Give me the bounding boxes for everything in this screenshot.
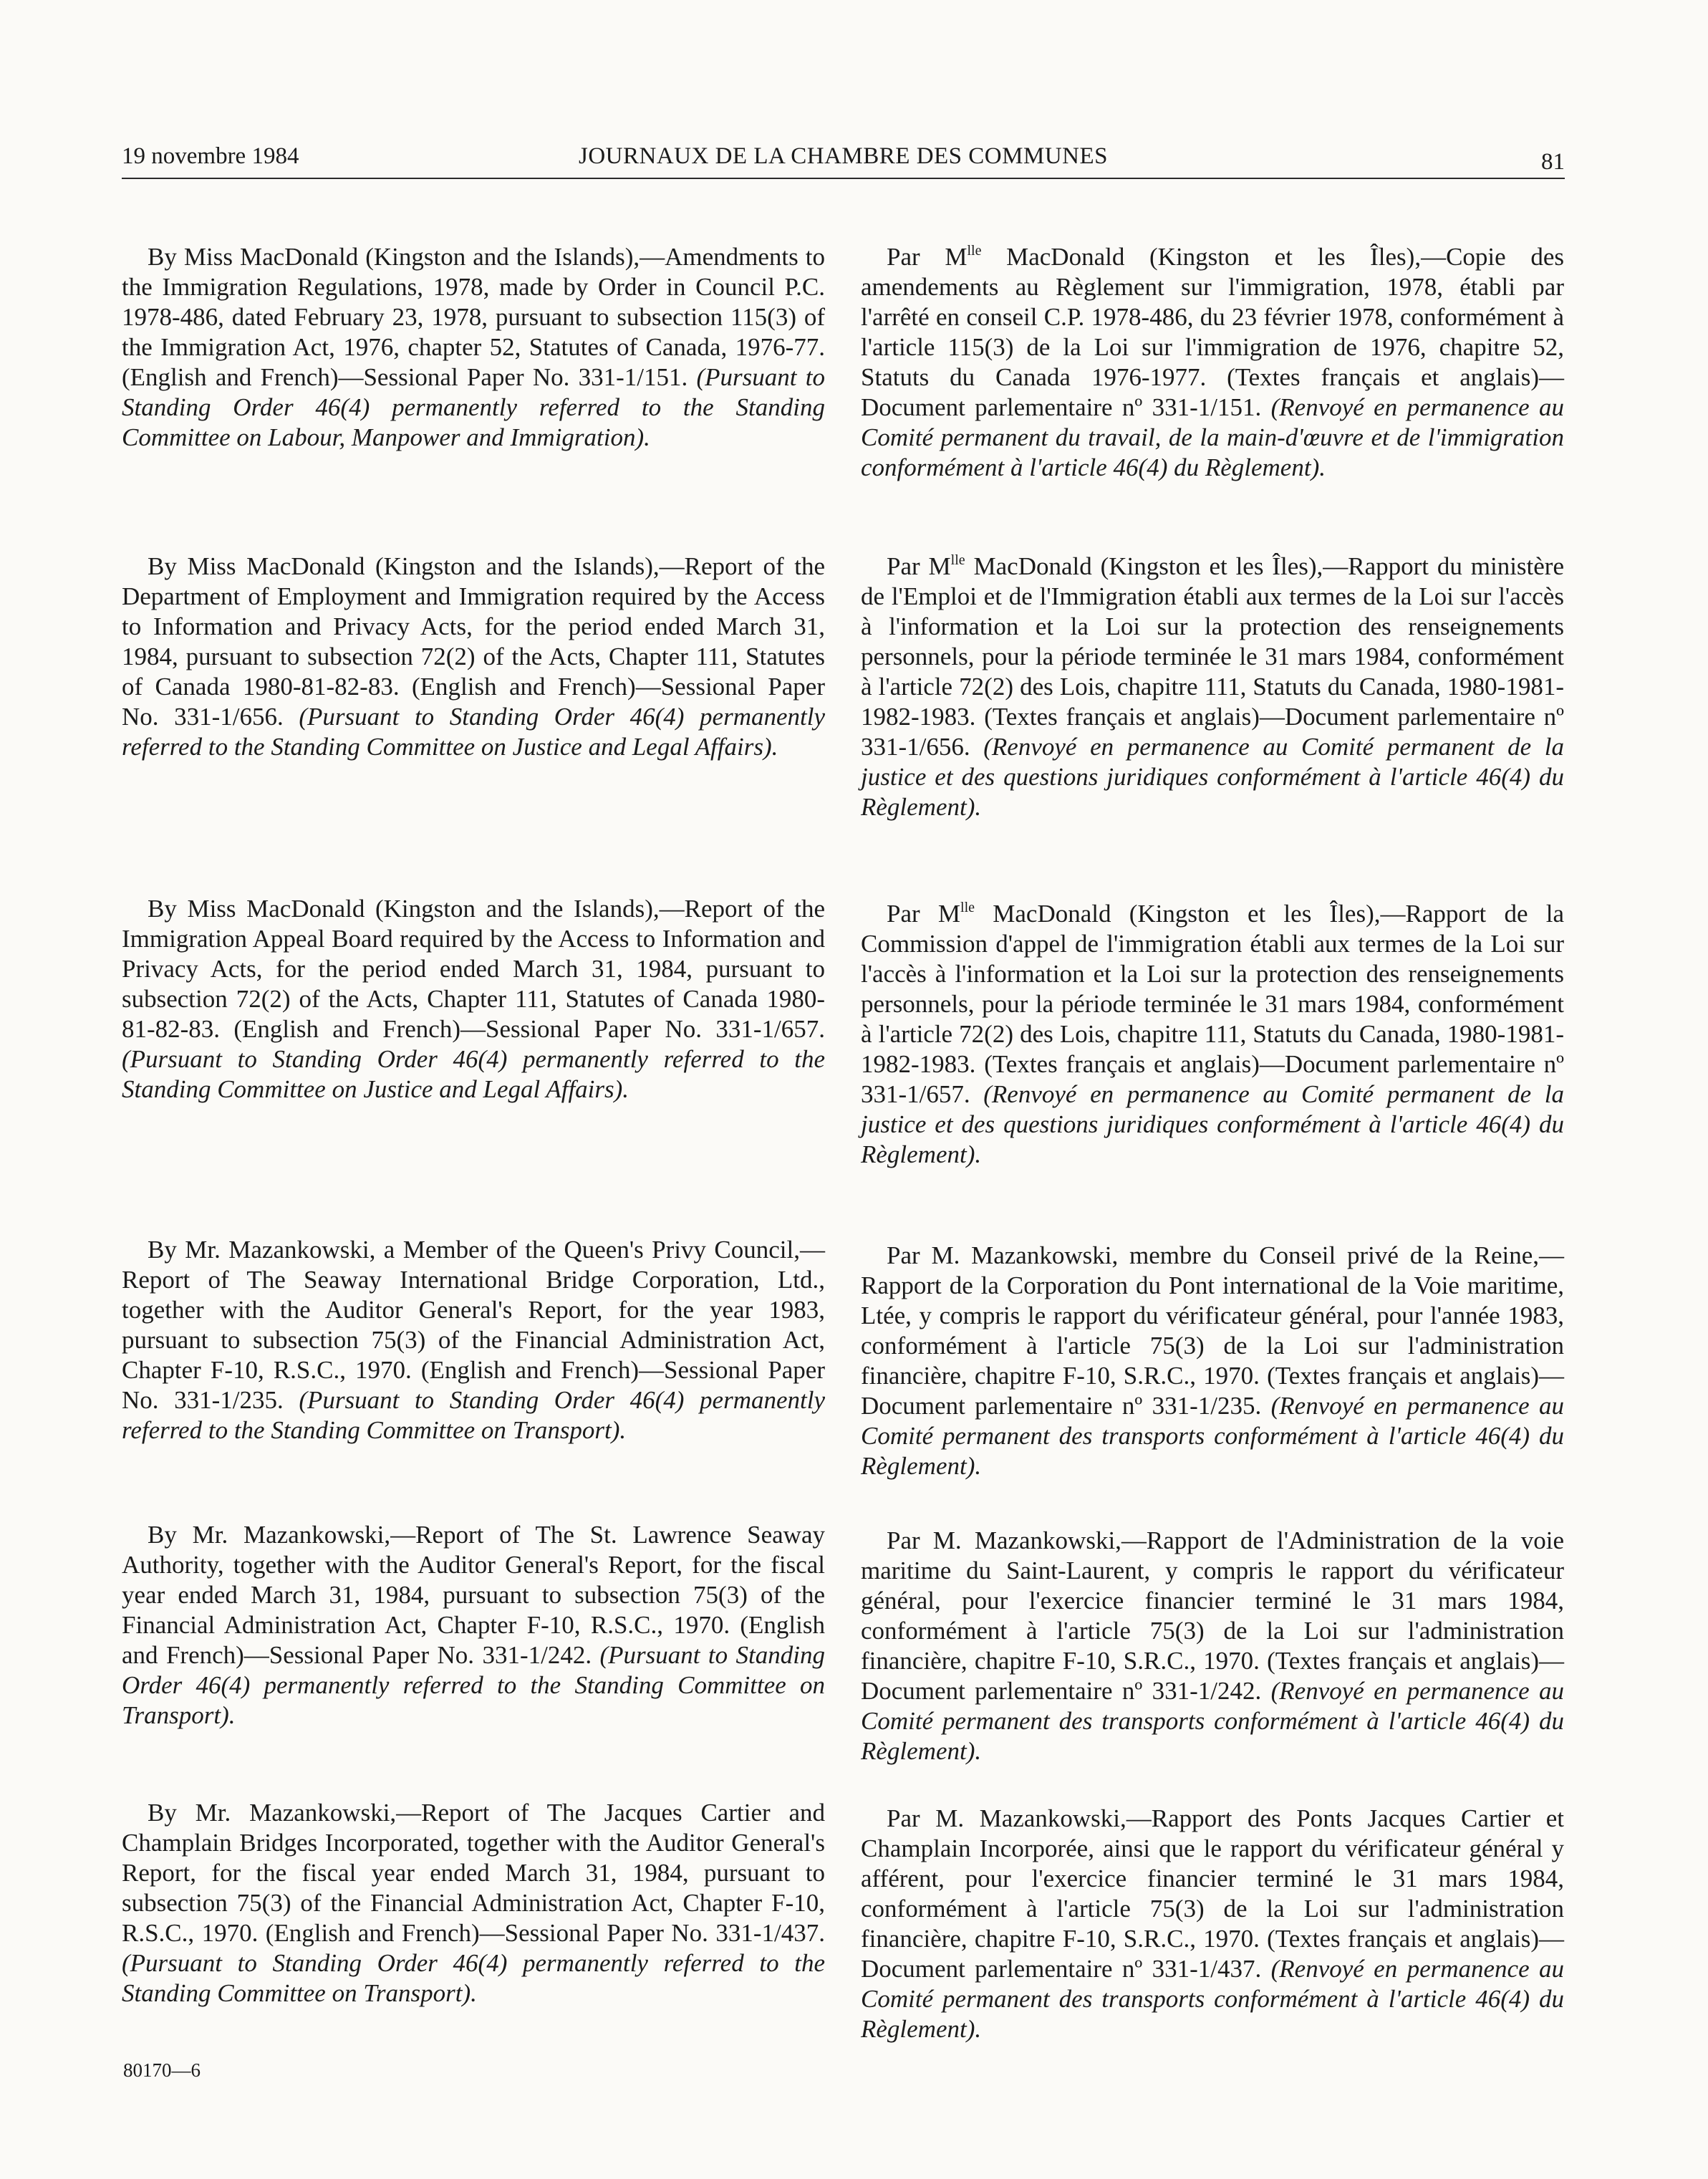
entry-en-3: [122, 894, 825, 1105]
entry-text: MacDonald (Kingston et les Îles),—Rapport de la Commission d'appel de l'immigration établi aux termes de la Loi sur l'accès à l'information et la Loi sur la protection des renseignements personnels, pour la période terminée le 31 mars 1984, conformément à l'article 72(2) des Lois, chapitre 111, Statuts du Canada, 1980-1981-1982-1983. (Textes français et anglais)—Document parlementaire nº 331-1/657.: [861, 900, 1564, 1108]
entry-fr-5: [861, 1526, 1564, 1766]
entry-text: By Miss MacDonald (Kingston and the Islands),—Amendments to the Immigration Regulations, 1978, made by Order in Council P.C. 1978-486, dated February 23, 1978, pursuant to subsection 115(3) of the Immigration Act, 1976, chapter 52, Statutes of Canada, 1976-77. (English and French)—Sessional Paper No. 331-1/151.: [122, 243, 825, 391]
entry-referral: (Renvoyé en permanence au Comité permanent des transports conformément à l'article 46(4) du Règlement).: [861, 1955, 1564, 2043]
entry-text: MacDonald (Kingston et les Îles),—Rapport du ministère de l'Emploi et de l'Immigration établi aux termes de la Loi sur l'accès à l'information et la Loi sur la protection des renseignements personnels, pour la période terminée le 31 mars 1984, conformément à l'article 72(2) des Lois, chapitre 111, Statuts du Canada, 1980-1981-1982-1983. (Textes français et anglais)—Document parlementaire nº 331-1/656.: [861, 552, 1564, 761]
entry-superscript: lle: [950, 552, 965, 568]
header-rule: [122, 178, 1565, 179]
entry-fr-1: [861, 242, 1564, 483]
entry-referral: (Pursuant to Standing Order 46(4) permanently referred to the Standing Committee on Labour, Manpower and Immigration).: [122, 363, 825, 451]
entry-referral: (Renvoyé en permanence au Comité permanent des transports conformément à l'article 46(4) du Règlement).: [861, 1392, 1564, 1480]
entry-text: Par M. Mazankowski,—Rapport de l'Administration de la voie maritime du Saint-Laurent, y compris le rapport du vérificateur général, pour l'exercice financier terminé le 31 mars 1984, conformément à l'article 75(3) de la Loi sur l'administration financière, chapitre F-10, S.R.C., 1970. (Textes français et anglais)—Document parlementaire nº 331-1/242.: [861, 1526, 1564, 1705]
entry-referral: (Renvoyé en permanence au Comité permanent de la justice et des questions juridiques conformément à l'article 46(4) du Règlement).: [861, 1080, 1564, 1168]
entry-en-4: [122, 1235, 825, 1446]
entry-text: By Mr. Mazankowski, a Member of the Queen's Privy Council,—Report of The Seaway International Bridge Corporation, Ltd., together with the Auditor General's Report, for the year 1983, pursuant to subsection 75(3) of the Financial Administration Act, Chapter F-10, R.S.C., 1970. (English and French)—Sessional Paper No. 331-1/235.: [122, 1236, 825, 1414]
entry-fr-3: [861, 899, 1564, 1170]
entry-referral: (Renvoyé en permanence au Comité permanent des transports conformément à l'article 46(4) du Règlement).: [861, 1677, 1564, 1765]
header-date: 19 novembre 1984: [122, 143, 299, 169]
entry-text: MacDonald (Kingston et les Îles),—Copie des amendements au Règlement sur l'immigration, 1978, établi par l'arrêté en conseil C.P. 1978-486, du 23 février 1978, conformément à l'article 115(3) de la Loi sur l'immigration de 1976, chapitre 52, Statuts du Canada 1976-1977. (Textes français et anglais)—Document parlementaire nº 331-1/151.: [861, 243, 1565, 421]
entry-fr-6: [861, 1804, 1564, 2044]
entry-text: By Miss MacDonald (Kingston and the Islands),—Report of the Department of Employment and Immigration required by the Access to Information and Privacy Acts, for the period ended March 31, 1984, pursuant to subsection 72(2) of the Acts, Chapter 111, Statutes of Canada 1980-81-82-83. (English and French)—Sessional Paper No. 331-1/656.: [122, 552, 825, 731]
entry-fr-4: [861, 1241, 1564, 1481]
entry-referral: (Pursuant to Standing Order 46(4) permanently referred to the Standing Committee on Transport).: [122, 1641, 825, 1729]
entry-superscript: lle: [960, 900, 975, 915]
entry-superscript: lle: [967, 243, 982, 259]
entry-text: Par M. Mazankowski, membre du Conseil privé de la Reine,—Rapport de la Corporation du Pont international de la Voie maritime, Ltée, y compris le rapport du vérificateur général, pour l'année 1983, conformément à l'article 75(3) de la Loi sur l'administration financière, chapitre F-10, S.R.C., 1970. (Textes français et anglais)—Document parlementaire nº 331-1/235.: [861, 1241, 1564, 1420]
entry-text: By Miss MacDonald (Kingston and the Islands),—Report of the Immigration Appeal Board required by the Access to Information and Privacy Acts, for the period ended March 31, 1984, pursuant to subsection 72(2) of the Acts, Chapter 111, Statutes of Canada 1980-81-82-83. (English and French)—Sessional Paper No. 331-1/657.: [122, 895, 825, 1043]
entry-referral: (Renvoyé en permanence au Comité permanent du travail, de la main-d'œuvre et de l'immigration conformément à l'article 46(4) du Règlement).: [861, 393, 1564, 481]
entry-lead: Par M: [887, 243, 968, 271]
entry-lead: Par M: [887, 552, 951, 580]
page-number: 81: [1541, 149, 1565, 175]
entry-referral: (Pursuant to Standing Order 46(4) permanently referred to the Standing Committee on Transport).: [122, 1386, 825, 1444]
entry-text: By Mr. Mazankowski,—Report of The Jacques Cartier and Champlain Bridges Incorporated, together with the Auditor General's Report, for the fiscal year ended March 31, 1984, pursuant to subsection 75(3) of the Financial Administration Act, Chapter F-10, R.S.C., 1970. (English and French)—Sessional Paper No. 331-1/437.: [122, 1799, 825, 1947]
running-header: [122, 143, 1565, 179]
entry-fr-2: [861, 552, 1564, 822]
journal-title: JOURNAUX DE LA CHAMBRE DES COMMUNES: [579, 143, 1108, 169]
entry-referral: (Renvoyé en permanence au Comité permanent de la justice et des questions juridiques conformément à l'article 46(4) du Règlement).: [861, 733, 1564, 821]
entry-en-6: [122, 1798, 825, 2009]
entry-referral: (Pursuant to Standing Order 46(4) permanently referred to the Standing Committee on Justice and Legal Affairs).: [122, 1045, 825, 1103]
entry-en-5: [122, 1520, 825, 1731]
entry-text: By Mr. Mazankowski,—Report of The St. Lawrence Seaway Authority, together with the Auditor General's Report, for the fiscal year ended March 31, 1984, pursuant to subsection 75(3) of the Financial Administration Act, Chapter F-10, R.S.C., 1970. (English and French)—Sessional Paper No. 331-1/242.: [122, 1521, 825, 1669]
entry-en-1: [122, 242, 825, 453]
entry-en-2: [122, 552, 825, 762]
entry-referral: (Pursuant to Standing Order 46(4) permanently referred to the Standing Committee on Transport).: [122, 1949, 825, 2007]
entry-referral: (Pursuant to Standing Order 46(4) permanently referred to the Standing Committee on Justice and Legal Affairs).: [122, 703, 825, 761]
print-code: 80170—6: [123, 2059, 201, 2081]
entry-text: Par M. Mazankowski,—Rapport des Ponts Jacques Cartier et Champlain Incorporée, ainsi que le rapport du vérificateur général y afférent, pour l'exercice financier terminé le 31 mars 1984, conformément à l'article 75(3) de la Loi sur l'administration financière, chapitre F-10, S.R.C., 1970. (Textes français et anglais)—Document parlementaire nº 331-1/437.: [861, 1804, 1564, 1983]
entry-lead: Par M: [887, 900, 961, 928]
